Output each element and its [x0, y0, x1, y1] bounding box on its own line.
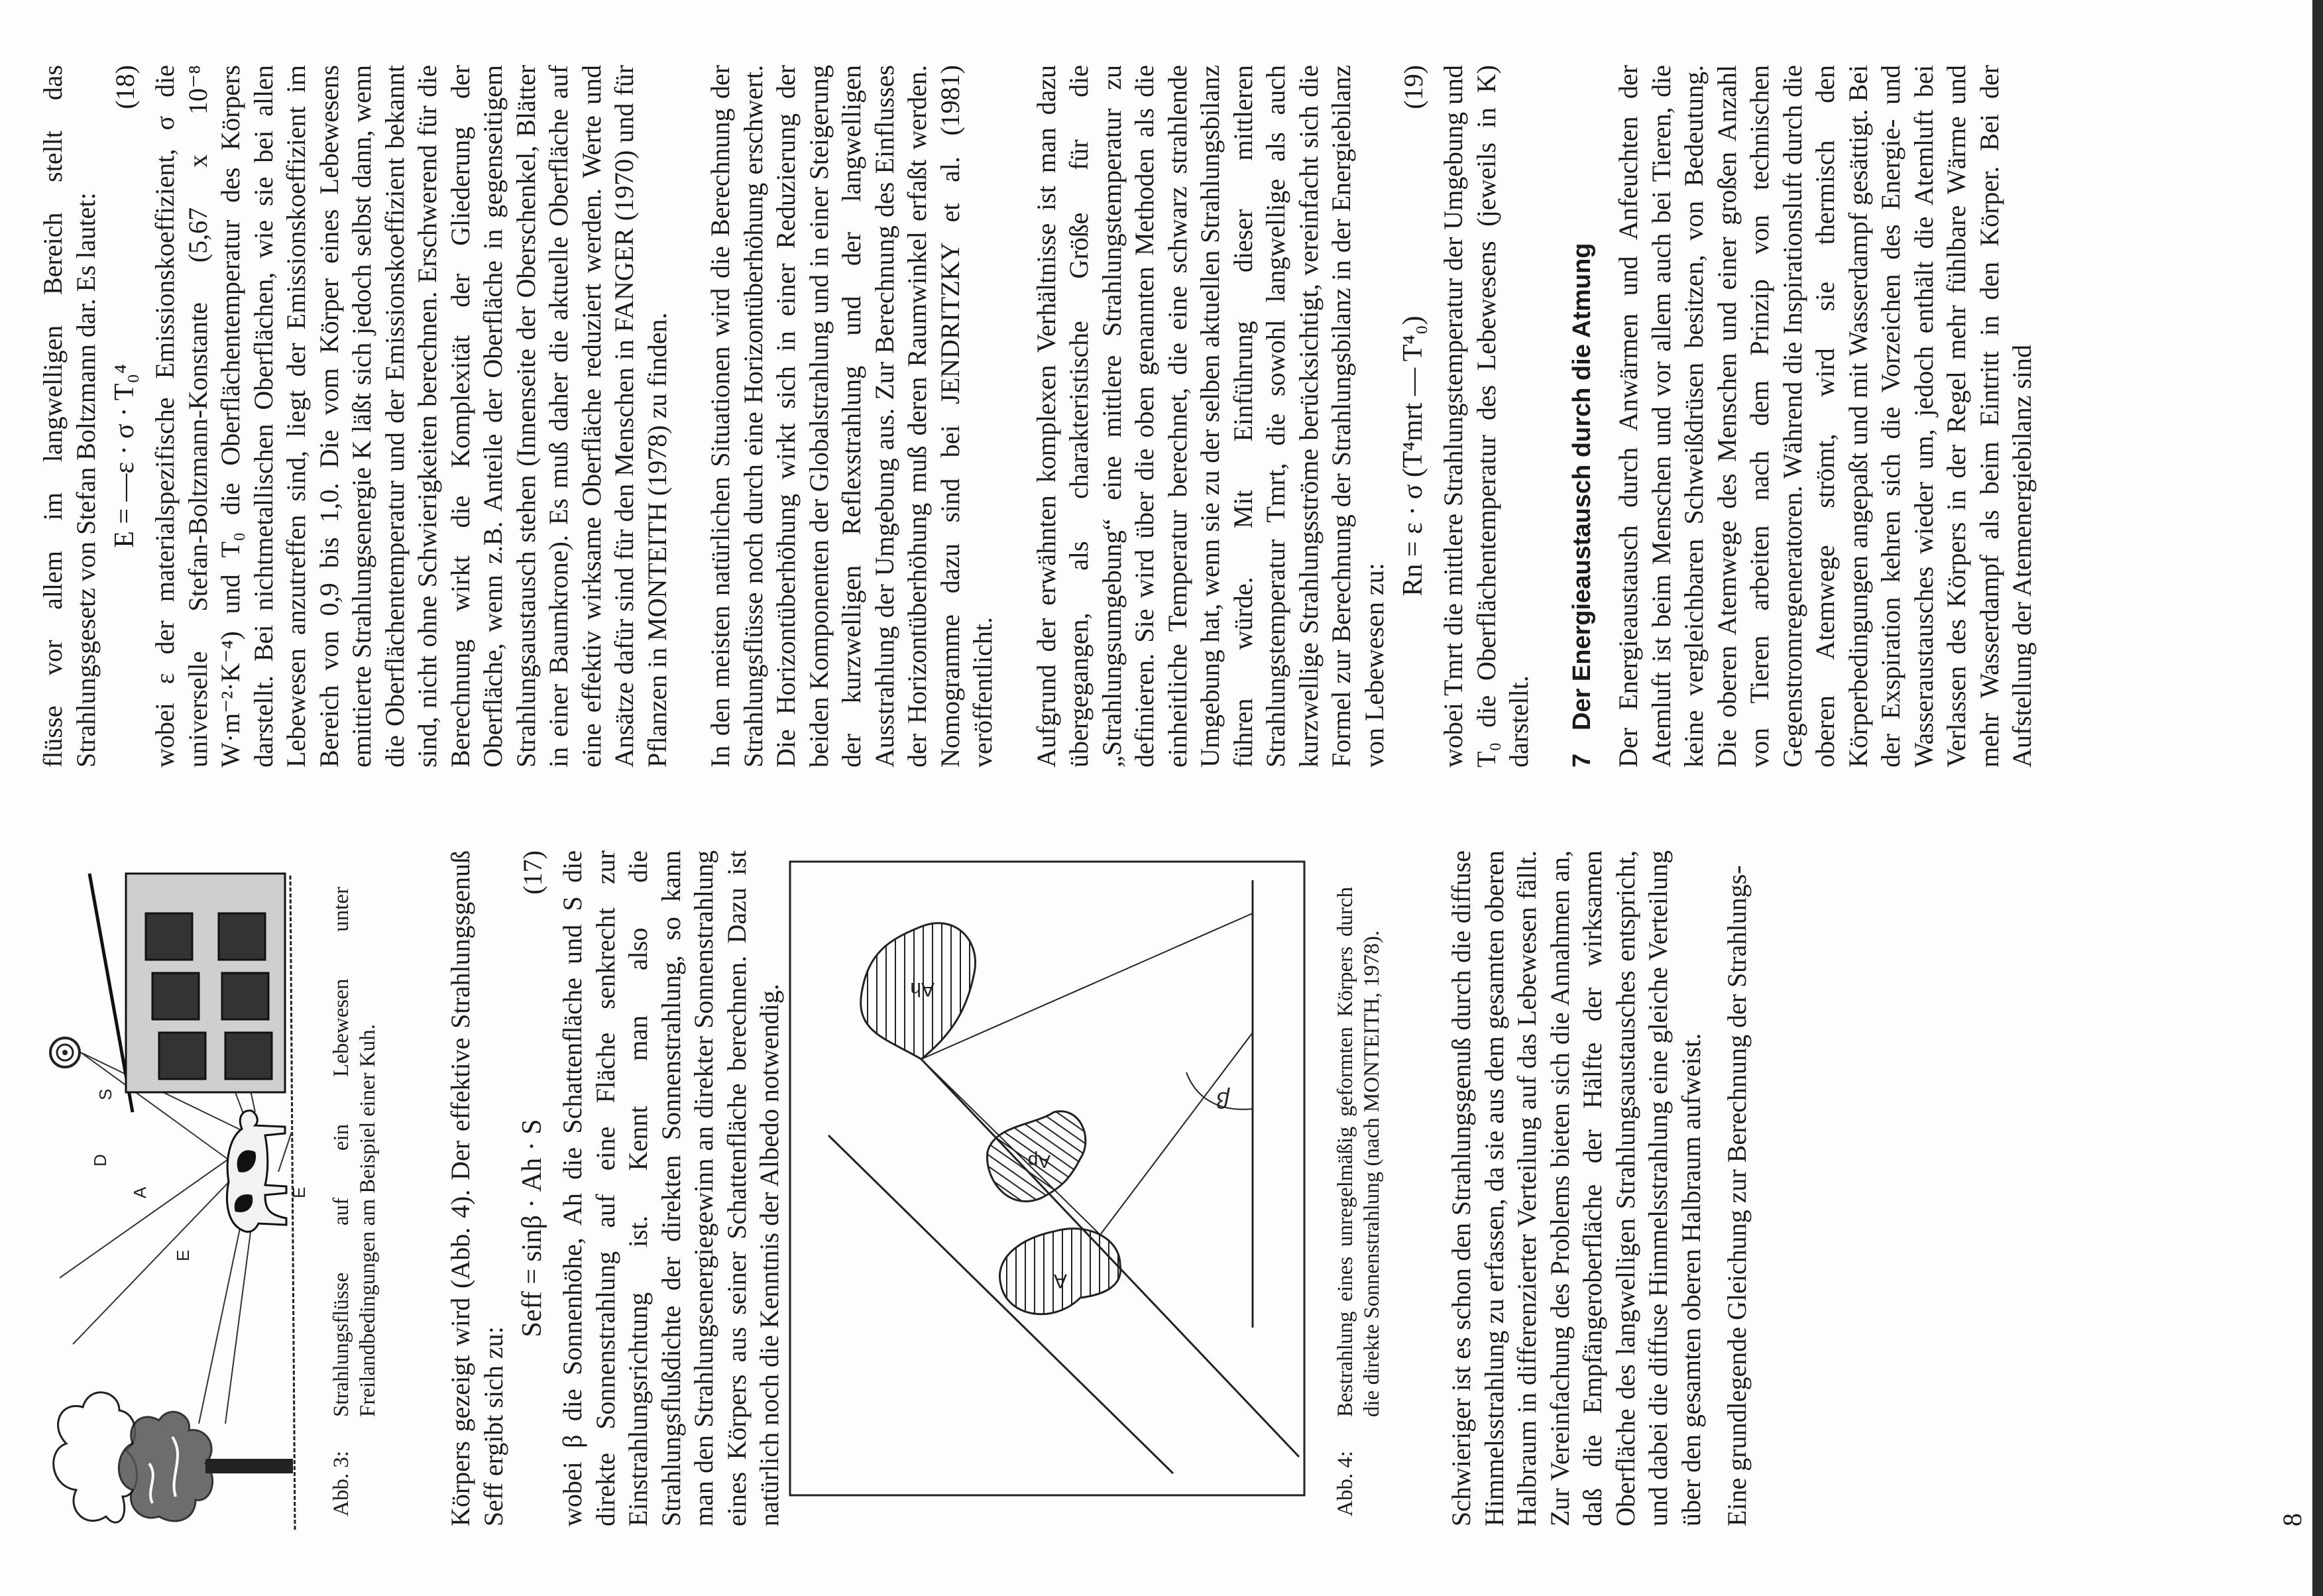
col1-paragraph-3: Schwieriger ist es schon den Strahlungsgenuß durch die diffuse Himmelsstrahlung zu erfassen, da sie aus dem gesamten oberen Halbraum in differenzierter Verteilung auf das Lebewesen fällt. Zur Vereinfachung des Problems bieten sich die Annahmen an, daß die Empfängeroberfläche der Hälfte der wirksamen Oberfläche des langwelligen Strahlungsaustausches entspricht, und dabei die diffuse Himmelsstrahlung eine gleiche Verteilung über den gesamten oberen Halbraum aufweist. [1446, 850, 1706, 1526]
col1-paragraph-1: Körpers gezeigt wird (Abb. 4). Der effektive Strahlungsgenuß Seff ergibt sich zu: [445, 850, 508, 1526]
sun-symbol [50, 1038, 80, 1067]
label-E-left: E [173, 1249, 193, 1261]
label-E-bottom: E [289, 1186, 309, 1198]
equation-18-number: (18) [110, 65, 141, 109]
figure-4-caption-label: Abb. 4: [1333, 1451, 1357, 1516]
label-S: S [95, 1088, 115, 1100]
col2-paragraph-5: wobei Tmrt die mittlere Strahlungstemperatur der Umgebung und T₀ die Oberflächentemperatur des Lebewesens (jeweils in K) darstellt. [1438, 65, 1534, 768]
label-A: A [1053, 1270, 1067, 1292]
equation-17-number: (17) [518, 850, 548, 895]
label-beta: β [1216, 1087, 1229, 1112]
column-1-bottom [1445, 850, 1754, 1526]
col1-paragraph-4: Eine grundlegende Gleichung zur Berechnung der Strahlungs- [1722, 865, 1752, 1526]
equation-19 [1390, 65, 1437, 768]
col2-paragraph-1: flüsse vor allem im langwelligen Bereich stellt das Strahlungsgesetz von Stefan Boltzmann dar. Es lautet: [38, 65, 101, 768]
section-heading-number: 7 [1567, 753, 1596, 768]
label-Ah: Ah [910, 978, 935, 1000]
col2-paragraph-2: wobei ε der materialspezifische Emissionskoeffizient, σ die universelle Stefan-Boltzmann-Konstante (5,67 x 10⁻⁸ W·m⁻²·K⁻⁴) und T₀ die Oberflächentemperatur des Körpers darstellt. Bei nichtmetallischen Oberflächen, wie sie bei allen Lebewesen anzutreffen sind, liegt der Emissionskoeffizient im Bereich von 0,9 bis 1,0. Die vom Körper eines Lebewesens emittierte Strahlungsenergie K läßt sich jedoch selbst dann, wenn die Oberflächentemperatur und der Emissionskoeffizient bekannt sind, nicht ohne Schwierigkeiten berechnen. Erschwerend für die Berechnung wirkt die Komplexität der Gliederung der Oberfläche, wenn z.B. Anteile der Oberfläche in gegenseitigem Strahlungsaustausch stehen (Innenseite der Oberschenkel, Blätter in einer Baumkrone). Es muß daher die aktuelle Oberfläche auf eine effektiv wirksame Oberfläche reduziert werden. Werte und Ansätze dafür sind für den Menschen in FANGER (1970) und für Pflanzen in MONTEITH (1978) zu finden. [150, 65, 672, 768]
col2-paragraph-6: Der Energieaustausch durch Anwärmen und Anfeuchten der Atemluft ist beim Menschen und vor allem auch bei Tieren, die keine vergleichbaren Schweißdrüsen besitzen, von Bedeutung. Die oberen Atemwege des Menschen und einer großen Anzahl von Tieren arbeiten nach dem Prinzip von technischen Gegenstromregeneratoren. Während die Inspirationsluft durch die oberen Atemwege strömt, wird sie thermisch den Körperbedingungen angepaßt und mit Wasserdampf gesättigt. Bei der Exspiration kehren sich die Vorzeichen des Energie- und Wasseraustausches wieder um, jedoch enthält die Atemluft bei Verlassen des Körpers in der Regel mehr fühlbare Wärme und mehr Wasserdampf als beim Eintritt in den Körper. Bei der Aufstellung der Atemenergiebilanz sind [1613, 65, 2037, 768]
col2-paragraph-3: In den meisten natürlichen Situationen wird die Berechnung der Strahlungsflüsse noch durch eine Horizontüberhöhung erschwert. Die Horizontüberhöhung wirkt sich in einer Reduzierung der beiden Komponenten der Globalstrahlung und in einer Steigerung der kurzwelligen Reflexstrahlung und der langwelligen Ausstrahlung der Umgebung aus. Zur Berechnung des Einflusses der Horizontüberhöhung muß deren Raumwinkel erfaßt werden. Nomogramme dazu sind bei JENDRITZKY et al. (1981) veröffentlicht. [705, 65, 997, 768]
barn-drawing [89, 874, 285, 1112]
equation-19-formula: Rn = ε · σ (T⁴mrt — T⁴₀) [1398, 315, 1429, 597]
label-Ap: Ap [1027, 1151, 1050, 1172]
ground-line [290, 874, 295, 1530]
section-heading [1566, 65, 1599, 768]
equation-18-formula: E = —ε · σ · T₀⁴ [109, 364, 141, 548]
label-D: D [90, 1154, 110, 1167]
page-number: 8 [2277, 1513, 2307, 1526]
column-2 [36, 65, 2039, 768]
column-1-top [444, 850, 786, 1526]
figure-3-caption-label: Abb. 3: [329, 1451, 353, 1516]
tree-drawing [119, 1412, 293, 1521]
figure-4-caption [1332, 867, 1385, 1516]
equation-17-formula: Seff = sinβ · Ah · S [517, 1119, 548, 1338]
col1-paragraph-2: wobei β die Sonnenhöhe, Ah die Schattenfläche und S die direkte Sonnenstrahlung auf eine Fläche senkrecht zur Einstrahlungsrichtung ist. Kennt man also die Strahlungsflußdichte der direkten Sonnenstrahlung, so kann man den Strahlungsenergiegewinn an direkter Sonnenstrahlung eines Körpers aus seiner Schattenfläche berechnen. Dazu ist natürlich noch die Kenntnis der Albedo notwendig. [557, 850, 784, 1526]
figure-3-caption [328, 867, 381, 1516]
figure-3-illustration [27, 860, 318, 1543]
figure-3-caption-text: Strahlungsflüsse auf ein Lebewesen unter Freilandbedingungen am Beispiel einer Kuh. [329, 887, 380, 1417]
col2-paragraph-4: Aufgrund der erwähnten komplexen Verhältnisse ist man dazu übergegangen, als charakteristische Größe für die „Strahlungsumgebung“ eine mittlere Strahlungstemperatur zu definieren. Sie wird über die oben genannten Methoden als die einheitliche Temperatur berechnet, die eine schwarz strahlende Umgebung hat, wenn sie zu der selben aktuellen Strahlungsbilanz führen würde. Mit Einführung dieser mittleren Strahlungstemperatur Tmrt, die sowohl langwellige als auch kurzwellige Strahlungsströme berücksichtigt, vereinfacht sich die Formel zur Berechnung der Strahlungsbilanz in der Energiebilanz von Lebewesen zu: [1031, 65, 1389, 768]
equation-17 [510, 850, 556, 1526]
figure-4-caption-text: Bestrahlung eines unregelmäßig geformten Körpers durch die direkte Sonnenstrahlung (nach MONTEITH, 1978). [1333, 887, 1384, 1417]
section-heading-text: Der Energieaustausch durch die Atmung [1567, 243, 1596, 730]
cow-drawing [227, 1111, 286, 1232]
equation-18 [102, 65, 148, 768]
figure-4-diagram [789, 860, 1306, 1497]
label-A: A [130, 1186, 150, 1198]
equation-19-number: (19) [1398, 65, 1429, 109]
